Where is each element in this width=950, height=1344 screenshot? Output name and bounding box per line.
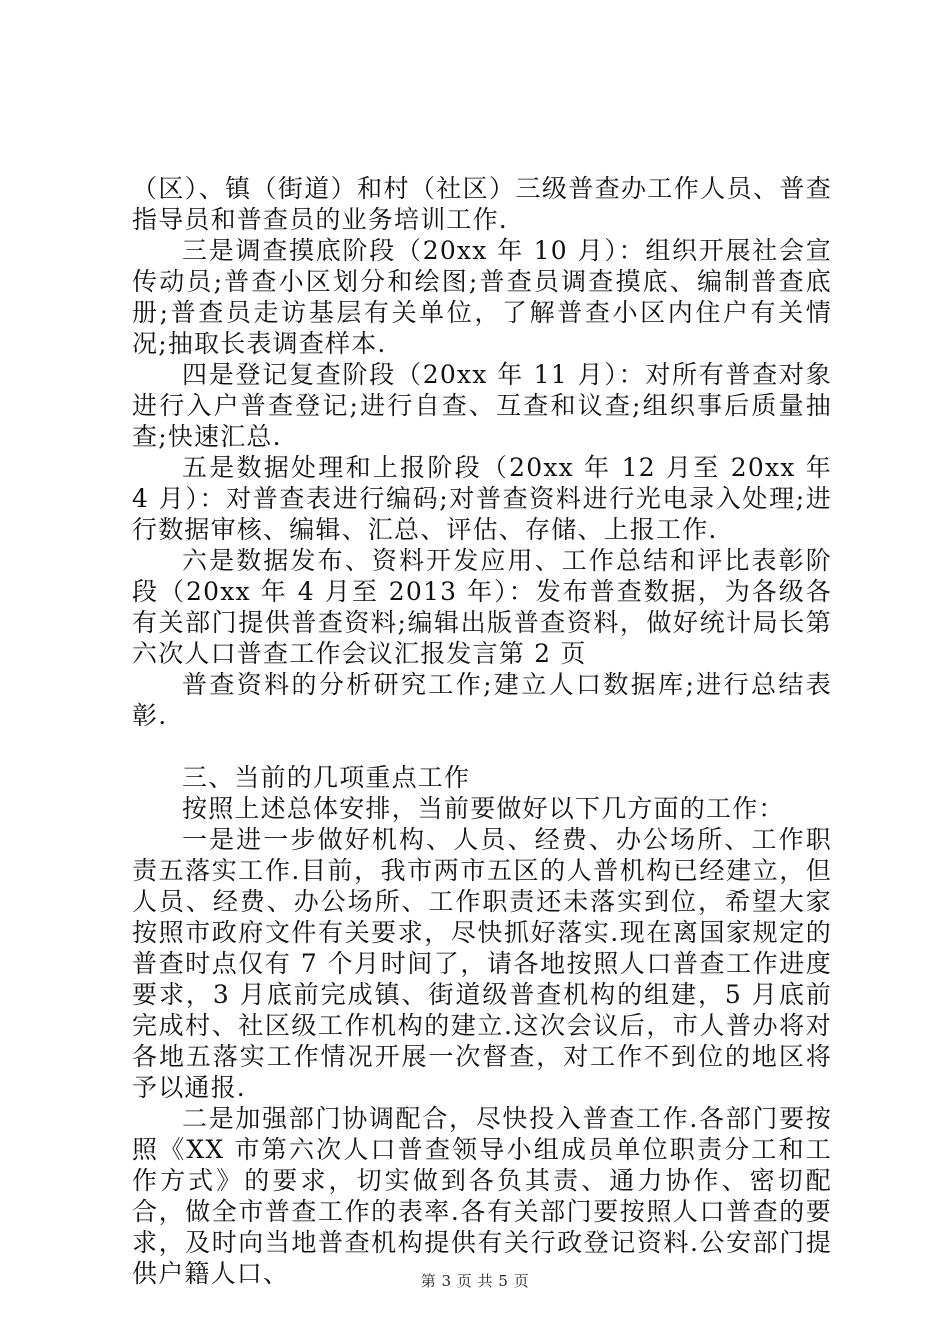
paragraph-stage-six-continued: 普查资料的分析研究工作;建立人口数据库;进行总结表彰. [132,670,832,730]
document-body [132,173,842,1289]
paragraph-spacer [132,731,832,762]
paragraph-stage-three: 三是调查摸底阶段（20xx 年 10 月）：组织开展社会宣传动员;普查小区划分和绘图;普查员调查摸底、编制普查底册;普查员走访基层有关单位，了解普查小区内住户有关情况;抽取长表调查样本. [132,236,832,358]
paragraph-intro: 按照上述总体安排，当前要做好以下几方面的工作： [182,794,785,823]
paragraph-stage-five: 五是数据处理和上报阶段（20xx 年 12 月至 20xx 年 4 月）：对普查表进行编码;对普查资料进行光电录入处理;进行数据审核、编辑、汇总、评估、存储、上报工作. [132,453,842,544]
paragraph-stage-six: 六是数据发布、资料开发应用、工作总结和评比表彰阶段（20xx 年 4 月至 2013 年）：发布普查数据，为各级各有关部门提供普查资料;编辑出版普查资料，做好统计局长第六次人口普查工作会议汇报发言第 2 页 [132,546,832,668]
paragraph-training: （区）、镇（街道）和村（社区）三级普查办工作人员、普查指导员和普查员的业务培训工作. [132,174,832,234]
page-footer: 第 3 页 共 5 页 [420,1272,530,1290]
paragraph-stage-four: 四是登记复查阶段（20xx 年 11 月）：对所有普查对象进行入户普查登记;进行自查、互查和议查;组织事后质量抽查;快速汇总. [132,360,832,451]
section-heading: 三、当前的几项重点工作 [182,763,471,792]
paragraph-task-one: 一是进一步做好机构、人员、经费、办公场所、工作职责五落实工作.目前，我市两市五区的人普机构已经建立，但人员、经费、办公场所、工作职责还未落实到位，希望大家按照市政府文件有关要求，尽快抓好落实.现在离国家规定的普查时点仅有 7 个月时间了，请各地按照人口普查工作进度要求，3 月底前完成镇、街道级普查机构的组建，5 月底前完成村、社区级工作机构的建立.这次会议后，市人普办将对各地五落实工作情况开展一次督查，对工作不到位的地区将予以通报. [132,825,832,1102]
paragraph-task-two: 二是加强部门协调配合，尽快投入普查工作.各部门要按照《XX 市第六次人口普查领导小组成员单位职责分工和工作方式》的要求，切实做到各负其责、通力协作、密切配合，做全市普查工作的表率.各有关部门要按照人口普查的要求，及时向当地普查机构提供有关行政登记资料.公安部门提供户籍人口、 [132,1104,832,1288]
